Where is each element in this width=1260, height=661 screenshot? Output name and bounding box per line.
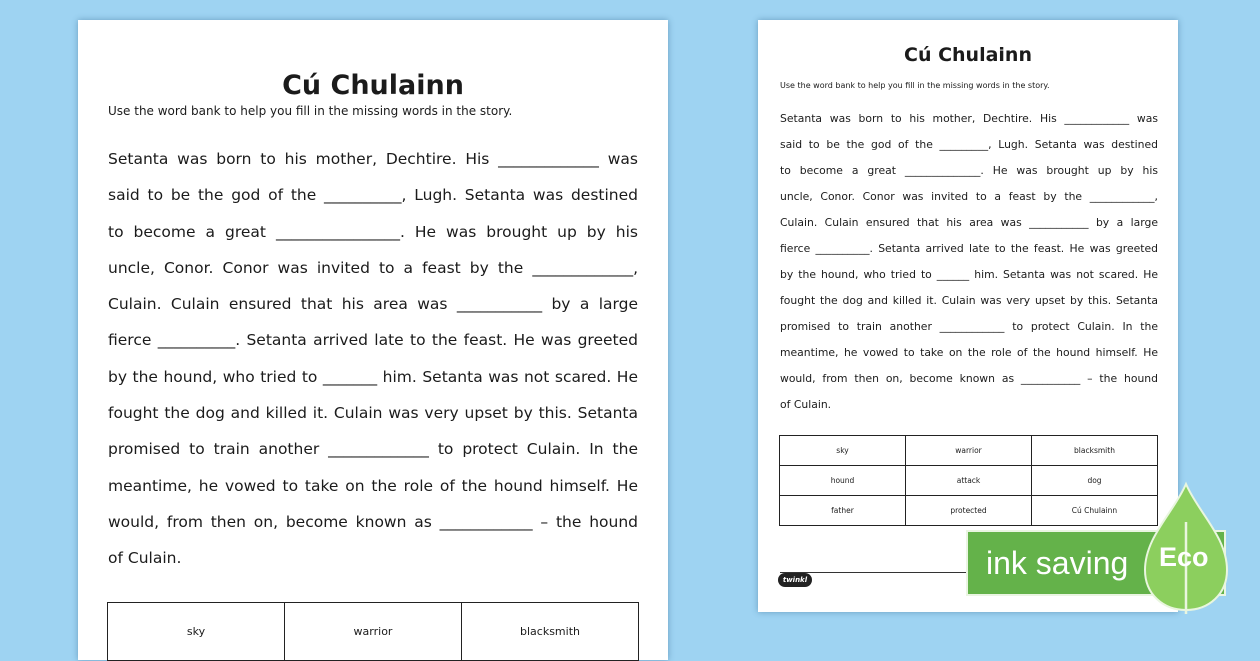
instructions: Use the word bank to help you fill in the missing words in the story. [780,81,1050,90]
word-bank-cell: warrior [285,603,462,661]
story-line: to become a great ________________. He was brought up by his [108,222,638,241]
eco-label: Eco [1159,542,1209,572]
story-line: fought the dog and killed it. Culain was very upset by this. Setanta [108,404,638,423]
story-line: Culain. Culain ensured that his area was ___________ by a large [780,216,1158,229]
story-line: would, from then on, become known as ___________ – the hound [780,372,1158,385]
story-line: of Culain. [780,398,832,411]
instructions: Use the word bank to help you fill in the missing words in the story. [108,104,513,118]
page-title: Cú Chulainn [904,44,1032,66]
story-line: fierce __________. Setanta arrived late to the feast. He was greeted [780,242,1158,255]
word-bank-row [780,466,1158,496]
word-bank-cell: father [780,496,906,526]
story-line: meantime, he vowed to take on the role of the hound himself. He [780,346,1158,359]
story-line: Setanta was born to his mother, Dechtire. His _____________ was [108,150,638,168]
word-bank-table [779,435,1158,526]
word-bank-cell: sky [780,436,906,466]
word-bank-row [780,436,1158,466]
story-text [108,141,638,577]
word-bank-cell: protected [906,496,1032,526]
story-line: meantime, he vowed to take on the role of the hound himself. He [108,476,638,495]
story-line: fought the dog and killed it. Culain was very upset by this. Setanta [780,294,1158,307]
word-bank-table [107,602,639,661]
story-line: by the hound, who tried to _______ him. Setanta was not scared. He [108,367,638,386]
eco-leaf-icon [1143,482,1229,617]
word-bank-row [108,603,639,661]
worksheet-page-zoomed [78,20,668,660]
word-bank-cell: hound [780,466,906,496]
story-line: uncle, Conor. Conor was invited to a feast by the _____________, [108,258,638,277]
worksheet-page-full [758,20,1178,612]
story-line: uncle, Conor. Conor was invited to a feast by the ____________, [780,190,1158,203]
story-line: said to be the god of the __________, Lugh. Setanta was destined [108,186,638,205]
page-title: Cú Chulainn [282,70,464,101]
story-line: of Culain. [108,549,182,568]
story-line: would, from then on, become known as ____________ – the hound [108,512,638,531]
story-line: promised to train another _____________ to protect Culain. In the [108,440,638,459]
word-bank-cell: attack [906,466,1032,496]
word-bank-cell: blacksmith [462,603,639,661]
story-line: promised to train another ____________ to protect Culain. In the [780,320,1158,333]
word-bank-row [780,496,1158,526]
word-bank-cell: dog [1032,466,1158,496]
word-bank-cell: blacksmith [1032,436,1158,466]
word-bank-cell: warrior [906,436,1032,466]
word-bank-cell: Cú Chulainn [1032,496,1158,526]
story-text [780,106,1158,418]
story-line: Culain. Culain ensured that his area was ___________ by a large [108,295,638,314]
story-line: said to be the god of the _________, Lugh. Setanta was destined [780,138,1158,151]
twinkl-logo: twinkl [778,573,812,587]
story-line: to become a great ______________. He was brought up by his [780,164,1158,177]
story-line: fierce __________. Setanta arrived late to the feast. He was greeted [108,331,638,350]
word-bank-cell: sky [108,603,285,661]
story-line: by the hound, who tried to ______ him. Setanta was not scared. He [780,268,1158,281]
badge-label: ink saving [986,545,1129,581]
story-line: Setanta was born to his mother, Dechtire. His ____________ was [780,112,1158,125]
